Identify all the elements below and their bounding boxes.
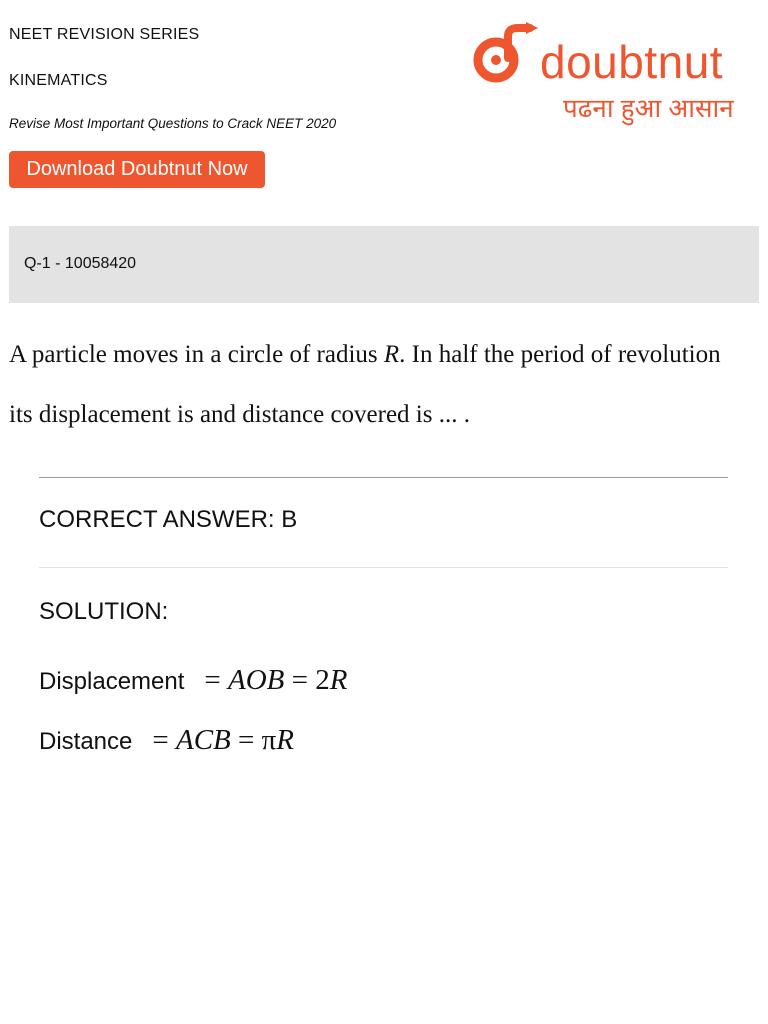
solution-expr-var: ACB (175, 724, 231, 756)
solution-expr-end: R (329, 664, 348, 696)
solution-label: Distance (39, 728, 133, 755)
topic-title: KINEMATICS (9, 72, 108, 89)
solution-expr-eq: = (152, 724, 176, 756)
tagline: Revise Most Important Questions to Crack NEET 2020 (9, 116, 337, 131)
solution-expression (204, 664, 347, 697)
solution-expr-end: R (276, 724, 294, 756)
solution-expression (152, 724, 294, 757)
question-text-start: A particle moves in a circle of radius (9, 341, 384, 368)
solution-line-distance (39, 724, 294, 757)
solution-expr-eq: = (204, 664, 229, 696)
divider-bottom (39, 567, 728, 568)
solution-line-displacement (39, 664, 347, 697)
solution-expr-mid: = 2 (284, 664, 330, 696)
question-id-bar (9, 226, 759, 303)
doubtnut-wordmark: doubtnut (540, 36, 724, 88)
doubtnut-subtitle: पढना हुआ आसान (563, 93, 734, 123)
solution-expr-mid: = π (230, 724, 277, 756)
question-id: Q-1 - 10058420 (24, 255, 137, 272)
correct-answer: CORRECT ANSWER: B (39, 506, 298, 533)
question-variable: R (383, 341, 400, 368)
doubtnut-logo[interactable] (470, 22, 762, 132)
question-text (9, 325, 749, 445)
divider-top (39, 477, 728, 478)
solution-expr-var: AOB (228, 664, 285, 696)
question-text-end: . In half the period of revolution its displacement is and distance covered is ... . (9, 341, 721, 428)
doubtnut-logo-icon (470, 22, 540, 91)
download-button[interactable]: Download Doubtnut Now (9, 151, 265, 188)
series-title: NEET REVISION SERIES (9, 26, 200, 43)
solution-heading: SOLUTION: (39, 598, 169, 625)
solution-label: Displacement (39, 668, 185, 695)
